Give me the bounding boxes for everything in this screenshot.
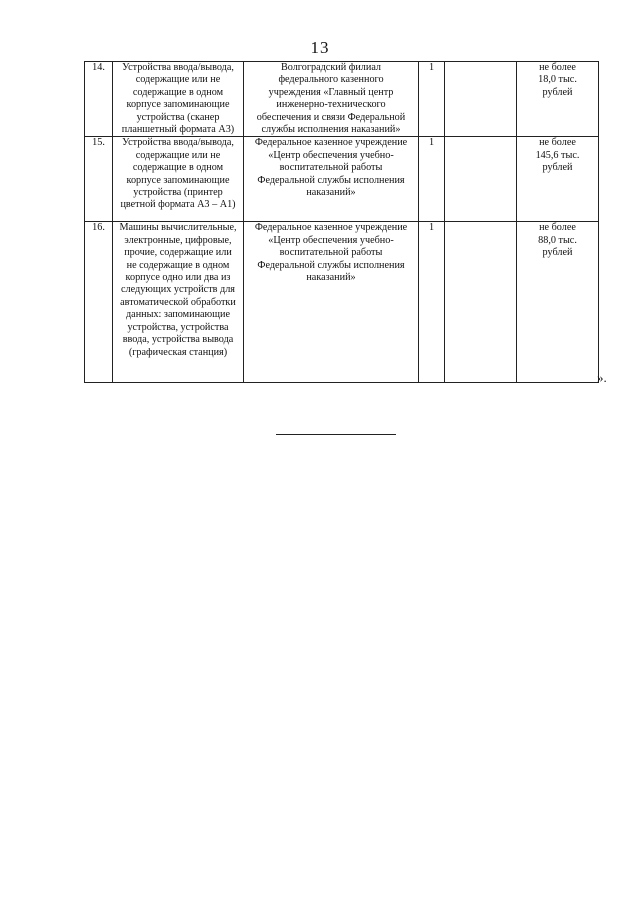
organization-name: Волгоградский филиал федерального казенного учреждения «Главный центр инженерно-технического обеспечения и связи Федеральной службы исполнения наказаний»	[244, 62, 419, 137]
table-row	[85, 62, 599, 137]
quantity: 1	[419, 222, 445, 383]
organization-name: Федеральное казенное учреждение «Центр обеспечения учебно-воспитательной работы Федеральной службы исполнения наказаний»	[244, 222, 419, 383]
equipment-name: Устройства ввода/вывода, содержащие или не содержащие в одном корпусе запоминающие устройства (сканер планшетный формата А3)	[113, 62, 244, 137]
empty-cell	[445, 222, 517, 383]
organization-name: Федеральное казенное учреждение «Центр обеспечения учебно-воспитательной работы Федеральной службы исполнения наказаний»	[244, 137, 419, 222]
equipment-name: Устройства ввода/вывода, содержащие или не содержащие в одном корпусе запоминающие устройства (принтер цветной формата А3 – А1)	[113, 137, 244, 222]
closing-quote-mark: ».	[597, 370, 607, 385]
page-number: 13	[310, 38, 330, 57]
empty-cell	[445, 62, 517, 137]
separator-line	[276, 434, 396, 435]
quantity: 1	[419, 137, 445, 222]
equipment-table	[84, 61, 599, 383]
row-number: 14.	[85, 62, 113, 137]
price-limit: не более 88,0 тыс. рублей	[517, 222, 599, 383]
price-limit: не более 145,6 тыс. рублей	[517, 137, 599, 222]
row-number: 16.	[85, 222, 113, 383]
price-limit: не более 18,0 тыс. рублей	[517, 62, 599, 137]
equipment-name: Машины вычислительные, электронные, цифровые, прочие, содержащие или не содержащие в одном корпусе одно или два из следующих устройств для автоматической обработки данных: запоминающие устройства, устройства ввода, устройства вывода (графическая станция)	[113, 222, 244, 383]
row-number: 15.	[85, 137, 113, 222]
quantity: 1	[419, 62, 445, 137]
empty-cell	[445, 137, 517, 222]
table-row	[85, 137, 599, 222]
table-row	[85, 222, 599, 383]
